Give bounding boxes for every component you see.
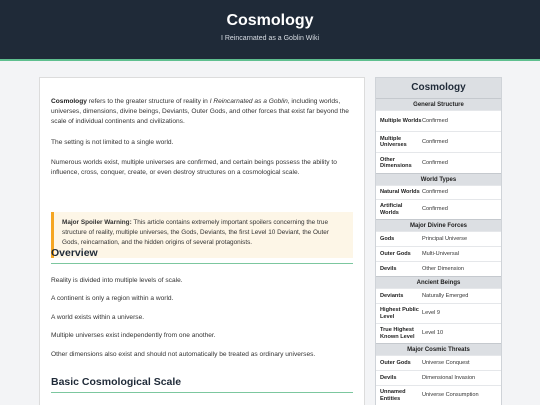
infobox-key: Outer Gods xyxy=(380,250,411,257)
overview-line-5: Other dimensions also exist and should not automatically be treated as ordinary universes. xyxy=(51,351,316,358)
paragraph-2: The setting is not limited to a single world. xyxy=(51,139,174,146)
warning-text: This article contains extremely important spoilers concerning the true structure of reality, multiple universes, the Gods, Deviants, the first Level 10 Deviant, the Outer Gods, reincarnation, and the hidden origins of several protagonists. xyxy=(62,219,329,246)
infobox-value: Confirmed xyxy=(422,189,448,196)
overview-heading: Overview xyxy=(51,247,353,264)
infobox-section-heading: Ancient Beings xyxy=(376,276,501,288)
infobox-key: Gods xyxy=(380,235,395,242)
infobox-value: Confirmed xyxy=(422,159,448,166)
infobox-value: Other Dimension xyxy=(422,265,464,272)
infobox-row xyxy=(376,261,501,276)
infobox-section-heading: World Types xyxy=(376,173,501,185)
infobox-value: Confirmed xyxy=(422,206,448,213)
infobox-value: Level 10 xyxy=(422,330,444,337)
infobox xyxy=(375,77,502,405)
infobox-key: Multiple Worlds xyxy=(380,117,422,124)
infobox-section-heading: Major Divine Forces xyxy=(376,219,501,231)
infobox-title: Cosmology xyxy=(376,78,501,98)
infobox-row xyxy=(376,199,501,219)
infobox-row xyxy=(376,246,501,261)
infobox-row xyxy=(376,152,501,173)
page-title: Cosmology xyxy=(226,12,314,29)
infobox-key: Highest Public Level xyxy=(380,307,419,320)
overview-line-4: Multiple universes exist independently from one another. xyxy=(51,332,216,339)
infobox-key: Unnamed Entities xyxy=(380,389,406,402)
infobox-section-heading: Major Cosmic Threats xyxy=(376,343,501,355)
wiki-name[interactable]: I Reincarnated as a Goblin Wiki xyxy=(220,35,320,42)
intro-text-b: , including worlds, universes, dimensions, divine beings, Deviants, Outer Gods, and other forces that exist far beyond the scale of individual continents and civilizations. xyxy=(51,98,349,125)
infobox-key: Deviants xyxy=(380,292,404,299)
scale-heading: Basic Cosmological Scale xyxy=(51,376,353,393)
infobox-key: Other Dimensions xyxy=(380,156,412,169)
infobox-value: Multi-Universal xyxy=(422,250,459,257)
infobox-value: Level 9 xyxy=(422,310,441,317)
overview-line-3: A world exists within a universe. xyxy=(51,314,145,321)
infobox-row xyxy=(376,110,501,131)
infobox-key: Outer Gods xyxy=(380,359,411,366)
infobox-row xyxy=(376,231,501,246)
series-title-link[interactable]: I Reincarnated as a Goblin xyxy=(209,98,288,105)
intro-paragraph xyxy=(51,97,353,127)
overview-line-2: A continent is only a region within a world. xyxy=(51,295,174,302)
infobox-key: Natural Worlds xyxy=(380,189,420,196)
overview-line-1: Reality is divided into multiple levels of scale. xyxy=(51,277,183,284)
infobox-row xyxy=(376,303,501,323)
infobox-row xyxy=(376,355,501,370)
infobox-row xyxy=(376,323,501,343)
infobox-section-heading: General Structure xyxy=(376,98,501,110)
infobox-key: Multiple Universes xyxy=(380,135,407,148)
site-header xyxy=(0,0,540,61)
infobox-value: Universe Consumption xyxy=(422,392,479,399)
infobox-row xyxy=(376,385,501,405)
infobox-key: Devils xyxy=(380,374,397,381)
infobox-value: Confirmed xyxy=(422,117,448,124)
infobox-key: Artificial Worlds xyxy=(380,203,403,216)
infobox-row xyxy=(376,288,501,303)
infobox-key: Devils xyxy=(380,265,397,272)
infobox-row xyxy=(376,370,501,385)
infobox-value: Confirmed xyxy=(422,138,448,145)
infobox-value: Principal Universe xyxy=(422,235,468,242)
infobox-row xyxy=(376,131,501,152)
infobox-row xyxy=(376,185,501,199)
infobox-value: Universe Conquest xyxy=(422,359,470,366)
paragraph-3: Numerous worlds exist, multiple universes are confirmed, and certain beings possess the ability to influence, cross, conquer, create, or even destroy structures on a cosmological scale. xyxy=(51,159,337,176)
warning-label: Major Spoiler Warning: xyxy=(62,219,132,226)
infobox-value: Naturally Emerged xyxy=(422,292,469,299)
intro-text-a: refers to the greater structure of reality in xyxy=(86,98,210,105)
infobox-key: True Highest Known Level xyxy=(380,327,415,340)
article-body xyxy=(39,77,365,405)
infobox-value: Dimensional Invasion xyxy=(422,374,476,381)
intro-term: Cosmology xyxy=(51,98,87,105)
